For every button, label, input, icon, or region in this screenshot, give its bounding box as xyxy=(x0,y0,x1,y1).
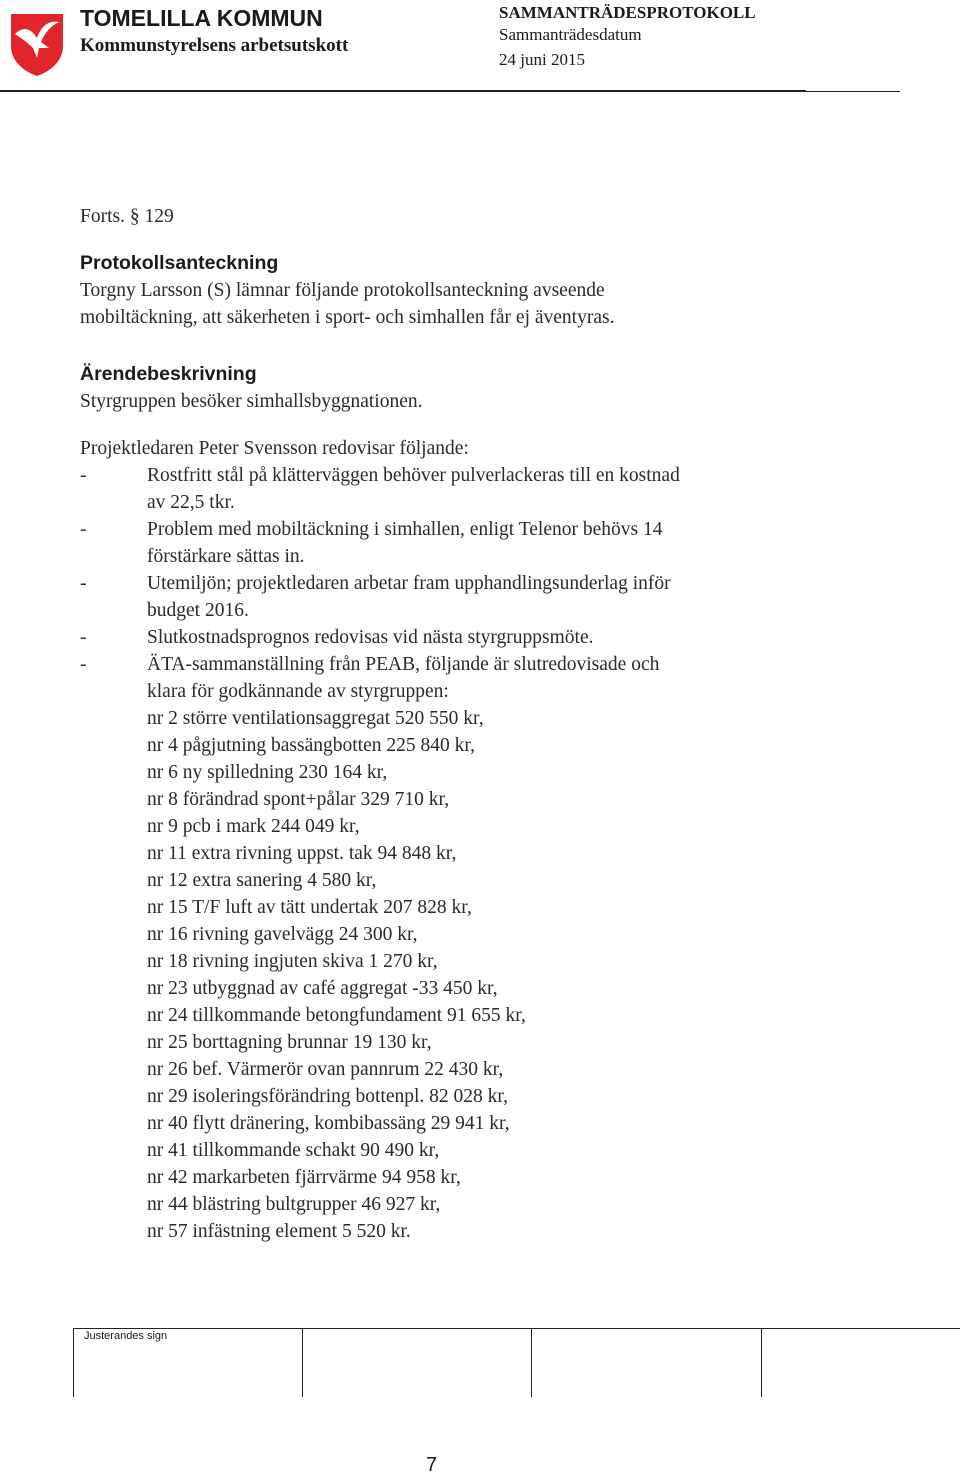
bullet-line: ÄTA-sammanställning från PEAB, följande är slutredovisade och xyxy=(147,654,660,675)
bullet-line: förstärkare sättas in. xyxy=(147,546,305,567)
ata-item: nr 57 infästning element 5 520 kr. xyxy=(147,1221,411,1242)
bullet-line: Rostfritt stål på klätterväggen behöver pulverlackeras till en kostnad xyxy=(147,465,680,486)
ata-item: nr 25 borttagning brunnar 19 130 kr, xyxy=(147,1032,432,1053)
continuation-paragraph: Forts. § 129 xyxy=(80,206,174,227)
ata-item: nr 26 bef. Värmerör ovan pannrum 22 430 kr, xyxy=(147,1059,504,1080)
ata-item: nr 16 rivning gavelvägg 24 300 kr, xyxy=(147,924,418,945)
ata-item: nr 29 isoleringsförändring bottenpl. 82 028 kr, xyxy=(147,1086,508,1107)
signature-cell xyxy=(531,1329,532,1397)
signature-table xyxy=(73,1328,960,1397)
protocol-body xyxy=(80,203,800,1245)
signature-cell xyxy=(73,1329,74,1397)
ata-item: nr 23 utbyggnad av café aggregat -33 450 kr, xyxy=(147,978,498,999)
signature-cell xyxy=(302,1329,303,1397)
ata-item: nr 42 markarbeten fjärrvärme 94 958 kr, xyxy=(147,1167,461,1188)
committee-name: Kommunstyrelsens arbetsutskott xyxy=(80,35,349,56)
bullet-item xyxy=(80,624,800,651)
ata-item: nr 4 pågjutning bassängbotten 225 840 kr, xyxy=(147,735,475,756)
lead-paragraph: Projektledaren Peter Svensson redovisar följande: xyxy=(80,438,469,459)
page-number: 7 xyxy=(426,1454,438,1476)
signature-cell xyxy=(761,1329,762,1397)
meeting-date-label: Sammanträdesdatum xyxy=(499,25,642,44)
note-line-2: mobiltäckning, att säkerheten i sport- och simhallen får ej äventyras. xyxy=(80,307,615,328)
ata-item: nr 2 större ventilationsaggregat 520 550 kr, xyxy=(147,708,484,729)
ata-item: nr 44 blästring bultgrupper 46 927 kr, xyxy=(147,1194,441,1215)
ata-item: nr 9 pcb i mark 244 049 kr, xyxy=(147,816,360,837)
section-heading-protokollsanteckning: Protokollsanteckning xyxy=(80,252,279,274)
municipality-shield-logo-icon xyxy=(9,12,65,78)
header-divider-thin xyxy=(806,91,900,92)
ata-item: nr 11 extra rivning uppst. tak 94 848 kr, xyxy=(147,843,457,864)
bullet-item xyxy=(80,570,800,624)
section-heading-arendebeskrivning: Ärendebeskrivning xyxy=(80,363,257,385)
bullet-dash: - xyxy=(80,627,87,648)
ata-item: nr 8 förändrad spont+pålar 329 710 kr, xyxy=(147,789,450,810)
bullet-item xyxy=(80,462,800,516)
ata-item: nr 24 tillkommande betongfundament 91 655 kr, xyxy=(147,1005,526,1026)
meeting-date: 24 juni 2015 xyxy=(499,50,585,69)
bullet-item xyxy=(80,651,800,705)
bullet-line: budget 2016. xyxy=(147,600,249,621)
ata-item-list xyxy=(80,705,800,1245)
ata-item: nr 18 rivning ingjuten skiva 1 270 kr, xyxy=(147,951,438,972)
bullet-line: Slutkostnadsprognos redovisas vid nästa styrgruppsmöte. xyxy=(147,627,594,648)
ata-item: nr 41 tillkommande schakt 90 490 kr, xyxy=(147,1140,440,1161)
bullet-line: av 22,5 tkr. xyxy=(147,492,235,513)
bullet-dash: - xyxy=(80,573,87,594)
bullet-dash: - xyxy=(80,465,87,486)
document-type: SAMMANTRÄDESPROTOKOLL xyxy=(499,3,756,22)
bullet-line: klara för godkännande av styrgruppen: xyxy=(147,681,449,702)
note-line-1: Torgny Larsson (S) lämnar följande protokollsanteckning avseende xyxy=(80,280,605,301)
ata-item: nr 6 ny spilledning 230 164 kr, xyxy=(147,762,388,783)
header-divider xyxy=(0,90,806,92)
bullet-item xyxy=(80,516,800,570)
intro-paragraph: Styrgruppen besöker simhallsbyggnationen. xyxy=(80,391,423,412)
organization-name: TOMELILLA KOMMUN xyxy=(80,5,323,31)
ata-item: nr 40 flytt dränering, kombibassäng 29 941 kr, xyxy=(147,1113,510,1134)
bullet-dash: - xyxy=(80,519,87,540)
bullet-line: Utemiljön; projektledaren arbetar fram upphandlingsunderlag inför xyxy=(147,573,671,594)
bullet-dash: - xyxy=(80,654,87,675)
ata-item: nr 12 extra sanering 4 580 kr, xyxy=(147,870,377,891)
ata-item: nr 15 T/F luft av tätt undertak 207 828 kr, xyxy=(147,897,472,918)
signature-label: Justerandes sign xyxy=(84,1330,168,1342)
bullet-line: Problem med mobiltäckning i simhallen, enligt Telenor behövs 14 xyxy=(147,519,663,540)
